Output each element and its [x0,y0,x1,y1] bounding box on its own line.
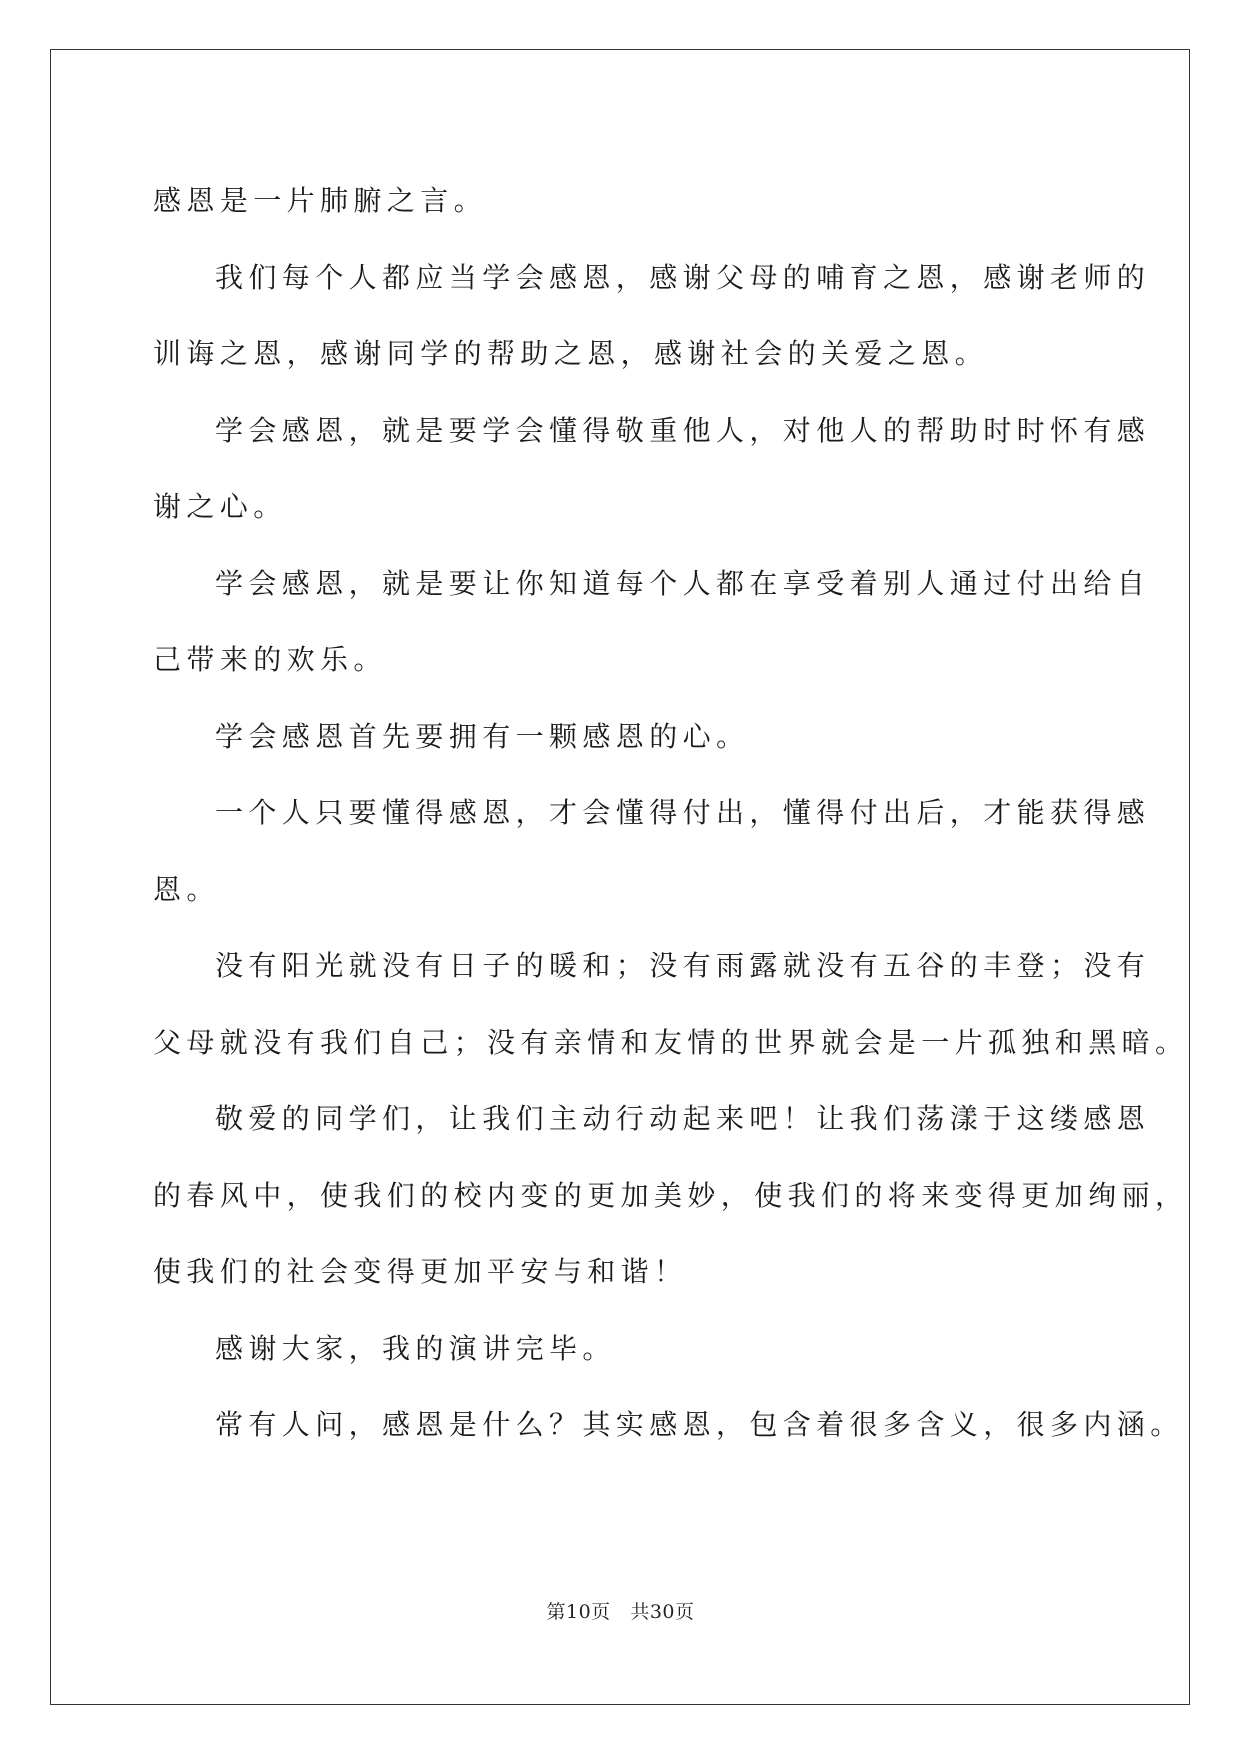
text-line: 谢之心。 [153,490,287,523]
text-line: 学会感恩，就是要让你知道每个人都在享受着别人通过付出给自 [215,566,1151,600]
total-page-number: 30 [649,1601,676,1623]
text-line: 感谢大家，我的演讲完毕。 [215,1331,616,1365]
text-line: 我们每个人都应当学会感恩，感谢父母的哺育之恩，感谢老师的 [215,260,1151,294]
text-line: 学会感恩首先要拥有一颗感恩的心。 [215,719,750,753]
footer-total-prefix: 共 [630,1601,650,1623]
footer-prefix: 第 [546,1601,566,1623]
text-line: 学会感恩，就是要学会懂得敬重他人，对他人的帮助时时怀有感 [215,413,1151,447]
text-line: 没有阳光就没有日子的暖和；没有雨露就没有五谷的丰登；没有 [215,949,1151,982]
footer-page-suffix: 页 [591,1601,611,1623]
text-line: 恩。 [153,872,220,906]
text-line: 己带来的欢乐。 [153,643,387,676]
document-body [153,163,1189,1464]
footer-total-suffix: 页 [675,1601,695,1623]
text-line: 使我们的社会变得更加平安与和谐！ [153,1255,688,1288]
page-footer [0,1597,1241,1624]
text-line: 的春风中，使我们的校内变的更加美妙，使我们的将来变得更加绚丽， [153,1178,1189,1212]
text-line: 训诲之恩，感谢同学的帮助之恩，感谢社会的关爱之恩。 [153,337,989,370]
text-line: 感恩是一片肺腑之言。 [153,184,488,217]
text-line: 敬爱的同学们，让我们主动行动起来吧！让我们荡漾于这缕感恩 [215,1102,1151,1135]
text-line: 常有人问，感恩是什么？其实感恩，包含着很多含义，很多内涵。 [215,1408,1184,1441]
text-line: 一个人只要懂得感恩，才会懂得付出，懂得付出后，才能获得感 [215,796,1151,829]
text-line: 父母就没有我们自己；没有亲情和友情的世界就会是一片孤独和黑暗。 [153,1025,1189,1059]
current-page-number: 10 [565,1601,592,1623]
